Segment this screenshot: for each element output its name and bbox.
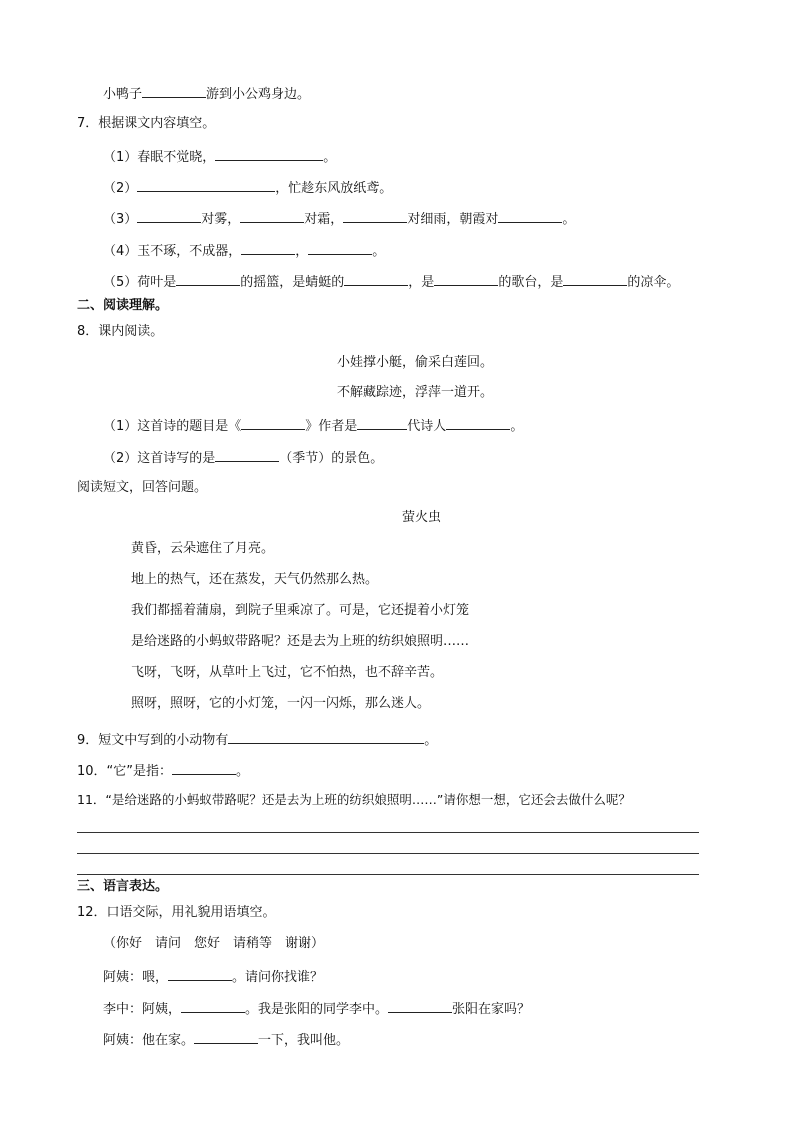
q7-item-2 xyxy=(103,177,392,198)
q7-item-3 xyxy=(103,208,575,229)
q12-d3-text: 阿姨：他在家。 xyxy=(103,1033,195,1048)
answer-blank[interactable] xyxy=(357,415,407,430)
q10-end: 。 xyxy=(236,764,250,779)
q12-d1-end: 。请问你找谁？ xyxy=(232,970,324,985)
q12-dialogue-2 xyxy=(103,998,530,1019)
q7-item-3-text-d: 对细雨，朝霞对 xyxy=(407,212,499,227)
answer-blank[interactable] xyxy=(215,146,323,161)
answer-blank[interactable] xyxy=(344,271,408,286)
q9 xyxy=(77,729,437,750)
q12-d1-text: 阿姨：喂， xyxy=(103,970,169,985)
q12-title: 12．口语交际，用礼貌用语填空。 xyxy=(77,905,276,920)
q10 xyxy=(77,760,249,781)
q7-item-2-text: （2） xyxy=(103,181,138,196)
q7-item-3-text: （3） xyxy=(103,212,138,227)
passage-line-3: 我们都摇着蒲扇，到院子里乘凉了。可是，它还提着小灯笼 xyxy=(131,603,470,618)
answer-blank[interactable] xyxy=(228,729,424,744)
q8-sub-1-text-c: 代诗人 xyxy=(407,419,447,434)
answer-blank[interactable] xyxy=(137,208,201,223)
q6-tail-line xyxy=(103,83,310,104)
q11: 11．“是给迷路的小蚂蚁带路呢？还是去为上班的纺织娘照明……”请你想一想，它还会去做什么呢？ xyxy=(77,792,631,807)
answer-line-1[interactable] xyxy=(77,832,699,833)
answer-blank[interactable] xyxy=(137,177,275,192)
passage-line-1: 黄昏，云朵遮住了月亮。 xyxy=(131,541,275,556)
answer-blank[interactable] xyxy=(498,208,562,223)
poem-line-2: 不解藏踪迹，浮萍一道开。 xyxy=(337,385,494,400)
q9-end: 。 xyxy=(424,733,438,748)
answer-blank[interactable] xyxy=(194,1029,258,1044)
q7-item-1-text: （1）春眠不觉晓， xyxy=(103,150,216,165)
answer-blank[interactable] xyxy=(563,271,627,286)
answer-blank[interactable] xyxy=(241,240,295,255)
q12-d2-end: 张阳在家吗？ xyxy=(452,1002,531,1017)
q7-title: 7．根据课文内容填空。 xyxy=(77,116,216,131)
q12-options: （你好 请问 您好 请稍等 谢谢） xyxy=(103,936,325,951)
q7-item-4 xyxy=(103,240,385,261)
q8-sub-2 xyxy=(103,447,383,468)
passage-line-4: 是给迷路的小蚂蚁带路呢？还是去为上班的纺织娘照明…… xyxy=(131,634,470,649)
answer-line-3[interactable] xyxy=(77,874,699,875)
answer-blank[interactable] xyxy=(142,83,206,98)
q10-text: 10．“它”是指： xyxy=(77,764,173,779)
reading-intro: 阅读短文，回答问题。 xyxy=(77,480,208,495)
q7-item-3-text-c: 对霜， xyxy=(304,212,344,227)
q7-item-5-end: 的凉伞。 xyxy=(627,275,680,290)
q7-item-3-end: 。 xyxy=(562,212,576,227)
q9-text: 9．短文中写到的小动物有 xyxy=(77,733,229,748)
q8-title: 8．课内阅读。 xyxy=(77,324,164,339)
q6-text-after: 游到小公鸡身边。 xyxy=(206,87,311,102)
q7-item-1 xyxy=(103,146,336,167)
q8-sub-1-text-b: 》作者是 xyxy=(305,419,358,434)
passage-title: 萤火虫 xyxy=(402,510,442,525)
answer-blank[interactable] xyxy=(181,998,245,1013)
q7-item-4-text-b: ， xyxy=(295,244,309,259)
q7-item-5 xyxy=(103,271,679,292)
section-3-heading: 三、语言表达。 xyxy=(77,879,169,894)
q12-dialogue-1 xyxy=(103,966,323,987)
answer-blank[interactable] xyxy=(446,415,510,430)
answer-blank[interactable] xyxy=(388,998,452,1013)
answer-blank[interactable] xyxy=(215,447,279,462)
q7-item-5-text-d: 的歌台，是 xyxy=(498,275,564,290)
q7-item-4-text: （4）玉不琢，不成器， xyxy=(103,244,242,259)
q7-item-1-end: 。 xyxy=(323,150,337,165)
q12-d3-end: 一下，我叫他。 xyxy=(258,1033,350,1048)
q8-sub-1 xyxy=(103,415,523,436)
answer-line-2[interactable] xyxy=(77,853,699,854)
q12-dialogue-3 xyxy=(103,1029,349,1050)
q8-sub-2-text: （2）这首诗写的是 xyxy=(103,451,216,466)
answer-blank[interactable] xyxy=(168,966,232,981)
q7-item-3-text-b: 对雾， xyxy=(201,212,241,227)
answer-blank[interactable] xyxy=(343,208,407,223)
q7-item-4-end: 。 xyxy=(372,244,386,259)
answer-blank[interactable] xyxy=(308,240,372,255)
q7-item-2-end: ，忙趁东风放纸鸢。 xyxy=(275,181,393,196)
answer-blank[interactable] xyxy=(434,271,498,286)
q6-text-before: 小鸭子 xyxy=(103,87,143,102)
passage-line-6: 照呀，照呀，它的小灯笼，一闪一闪烁，那么迷人。 xyxy=(131,696,431,711)
q7-item-5-text-c: ，是 xyxy=(408,275,435,290)
answer-blank[interactable] xyxy=(176,271,240,286)
answer-blank[interactable] xyxy=(241,415,305,430)
answer-blank[interactable] xyxy=(172,760,236,775)
q7-item-5-text-b: 的摇篮，是蜻蜓的 xyxy=(240,275,345,290)
poem-line-1: 小娃撑小艇，偷采白莲回。 xyxy=(337,355,494,370)
q7-item-5-text: （5）荷叶是 xyxy=(103,275,177,290)
passage-line-2: 地上的热气，还在蒸发，天气仍然那么热。 xyxy=(131,572,379,587)
q12-d2-text-b: 。我是张阳的同学李中。 xyxy=(245,1002,389,1017)
q8-sub-2-end: （季节）的景色。 xyxy=(279,451,384,466)
q12-d2-text: 李中：阿姨， xyxy=(103,1002,182,1017)
q8-sub-1-text: （1）这首诗的题目是《 xyxy=(103,419,242,434)
section-2-heading: 二、阅读理解。 xyxy=(77,298,169,313)
q8-sub-1-end: 。 xyxy=(510,419,524,434)
passage-line-5: 飞呀，飞呀，从草叶上飞过，它不怕热，也不辞辛苦。 xyxy=(131,665,444,680)
answer-blank[interactable] xyxy=(240,208,304,223)
